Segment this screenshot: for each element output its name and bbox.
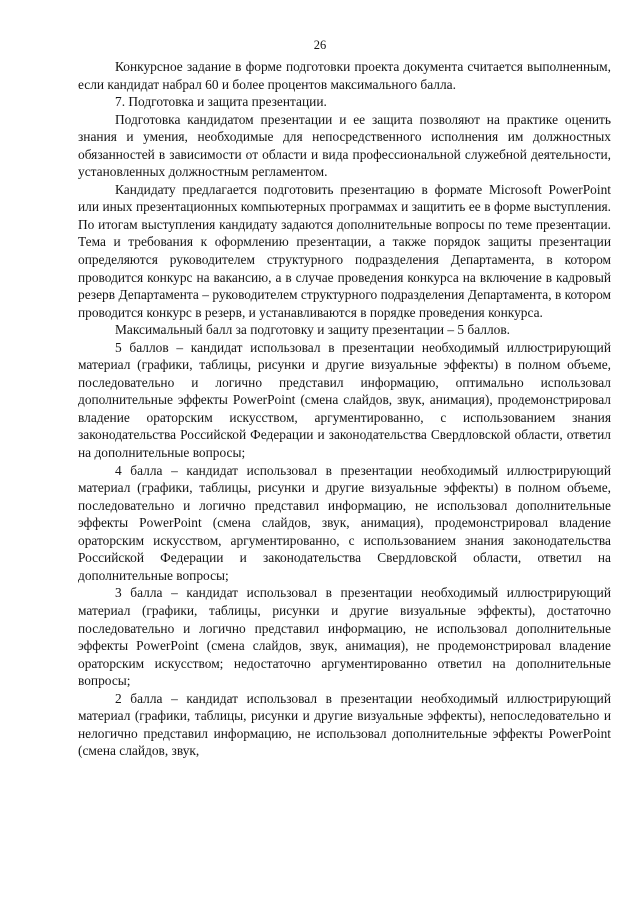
page-number: 26: [313, 38, 327, 52]
paragraph-presentation-purpose: Подготовка кандидатом презентации и ее защита позволяют на практике оценить знания и умения, необходимые для непосредственного исполнения им должностных обязанностей в зависимости от области и вида профессиональной служебной деятельности, установленных должностным регламентом.: [78, 111, 611, 180]
paragraph-score-5: 5 баллов – кандидат использовал в презентации необходимый иллюстрирующий материал (графики, таблицы, рисунки и другие визуальные эффекты) в полном объеме, последовательно и логично представил информацию, оптимально использовал дополнительные эффекты PowerPoint (смена слайдов, звук, анимация), продемонстрировал владение ораторским искусством, аргументированно, с использованием знания законодательства Российской Федерации и законодательства Свердловской области, ответил на дополнительные вопросы;: [78, 339, 611, 461]
paragraph-score-4: 4 балла – кандидат использовал в презентации необходимый иллюстрирующий материал (графики, таблицы, рисунки и другие визуальные эффекты) в полном объеме, последовательно и логично представил информацию, не использовал дополнительные эффекты PowerPoint (смена слайдов, звук, анимация), продемонстрировал владение ораторским искусством, аргументированно, с использованием знания законодательства Российской Федерации и законодательства Свердловской области, ответил на дополнительные вопросы;: [78, 462, 611, 583]
paragraph-score-2: 2 балла – кандидат использовал в презентации необходимый иллюстрирующий материал (графики, таблицы, рисунки и другие визуальные эффекты), непоследовательно и нелогично представил информацию, не использовал дополнительные эффекты PowerPoint (смена слайдов, звук,: [78, 690, 611, 759]
paragraph-presentation-requirements: Кандидату предлагается подготовить презентацию в формате Microsoft PowerPoint или иных презентационных компьютерных программах и защитить ее в форме выступления. По итогам выступления кандидату задаются дополнительные вопросы по теме презентации. Тема и требования к оформлению презентации, а также порядок защиты презентации определяются руководителем структурного подразделения Департамента, в котором проводится конкурс на вакансию, а в случае проведения конкурса на включение в кадровый резерв Департамента – руководителем структурного подразделения Департамента, в котором проводится конкурс в резерв, и устанавливаются в порядке проведения конкурса.: [78, 181, 611, 320]
paragraph-contest-task-completion: Конкурсное задание в форме подготовки проекта документа считается выполненным, если кандидат набрал 60 и более процентов максимального балла.: [78, 59, 611, 92]
paragraph-max-score: Максимальный балл за подготовку и защиту презентации – 5 баллов.: [115, 322, 511, 338]
section-heading-presentation: 7. Подготовка и защита презентации.: [115, 94, 327, 110]
paragraph-score-3: 3 балла – кандидат использовал в презентации необходимый иллюстрирующий материал (графики, таблицы, рисунки и другие визуальные эффекты), достаточно последовательно и логично представил информацию, не использовал дополнительные эффекты PowerPoint (смена слайдов, звук, анимация), не продемонстрировал владение ораторским искусством; недостаточно аргументированно ответил на дополнительные вопросы;: [78, 585, 611, 689]
document-body: [78, 58, 611, 760]
